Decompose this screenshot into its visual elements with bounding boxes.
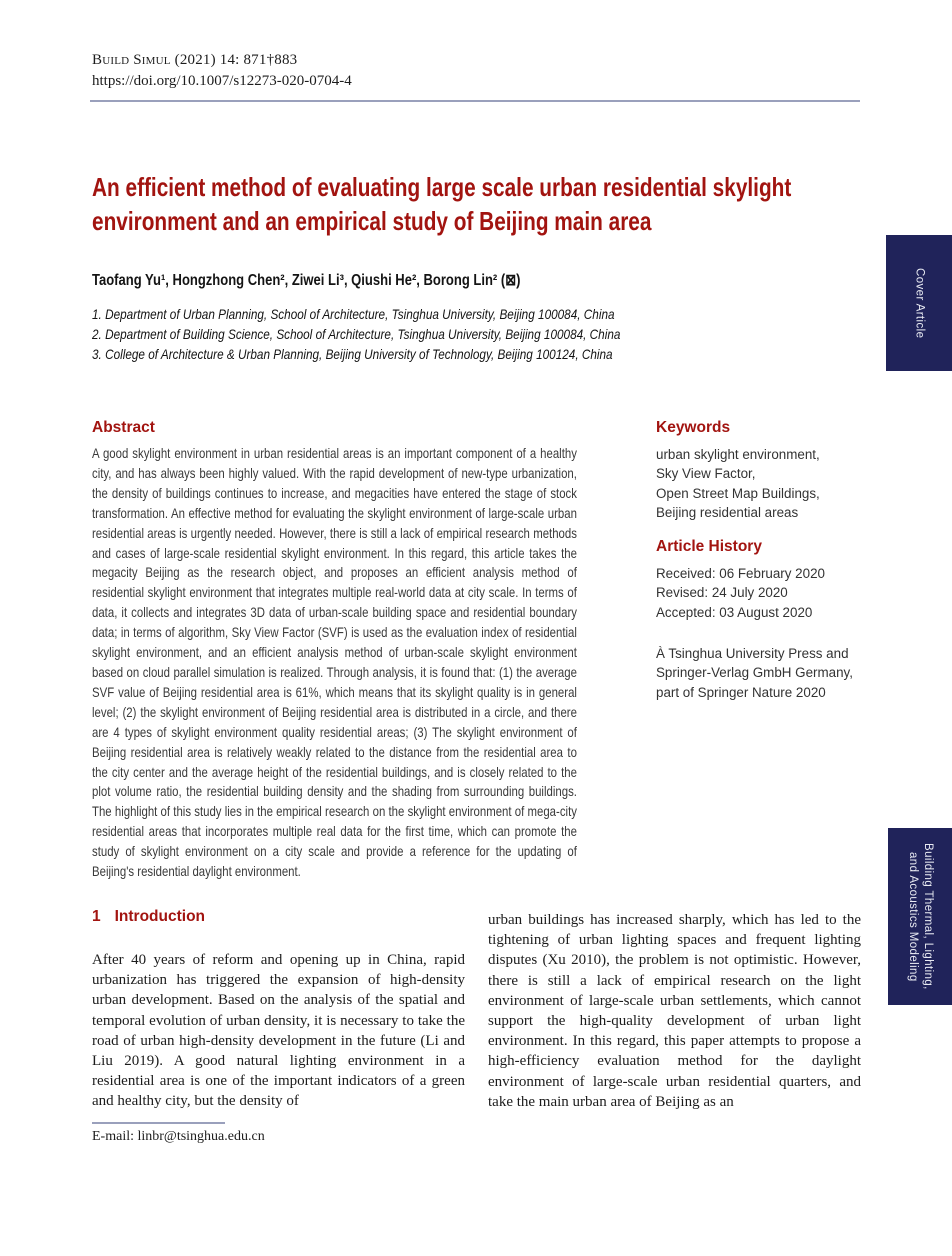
copyright-line-1: À Tsinghua University Press and [656,646,849,662]
abstract-text: A good skylight environment in urban residential areas is an important component of a healthy city, and has always been highly valued. With the rapid development of new-type urbanization, the density of buildings continues to increase, and megacities have entered the stage of stock transformation. An effective method for evaluating the skylight environment of large-scale urban residential areas is urgently needed. However, there is still a lack of empirical research methods and cases of large-scale residential skylight environment. In this regard, this article takes the megacity Beijing as the research object, and proposes an efficient analysis method of residential skylight environment that integrates multiple real-world data at city scale. In terms of data, it collects and integrates 3D data of urban-scale building space and residential boundary data; in terms of algorithm, Sky View Factor (SVF) is used as the evaluation index of residential skylight environment, and an efficient analysis method of urban-scale skylight environment based on cloud parallel simulation is realized. Through analysis, it is found that: (1) the average SVF value of Beijing residential area is 61%, which means that its skylight quality is in general level; (2) the skylight environment of Beijing residential area is distributed in a circle, and there are 4 types of skylight environment quality residential areas; (3) The skylight environment of Beijing residential area is relatively weakly related to the distance from the residential area to the city center and the average height of the residential buildings, and is closely related to the plot volume ratio, the residential building density and the shading from surrounding buildings. The highlight of this study lies in the empirical research on the skylight environment of mega-city residential areas that incorporates multiple real data for the first time, which can promote the study of skylight environment on a city scale and provide a reference for the updating of Beijing's residential daylight environment. [92,446,577,880]
cover-article-tab [886,235,952,371]
journal-citation: Build Simul (2021) 14: 871†883 [92,52,298,68]
section-heading-introduction [92,908,205,926]
topic-tab-label-line-2: and Acoustics Modeling [907,851,919,982]
keyword-item: Open Street Map Buildings, [656,485,820,501]
topic-tab-label-line-1: Building Thermal, Lighting, [922,843,934,990]
intro-column-left: After 40 years of reform and opening up in China, rapid urbanization has triggered the expansion of high-density urban development. Based on the analysis of the spatial and temporal evolution of urban density, it is necessary to take the road of urban high-density development in the future (Li and Liu 2019). A good natural lighting environment in a residential area is one of the important indicators of a green and healthy city, but the density of [92,952,465,1110]
corresponding-email[interactable]: E-mail: linbr@tsinghua.edu.cn [92,1129,265,1144]
article-title-line-2: environment and an empirical study of Beijing main area [92,206,652,236]
keyword-item: Beijing residential areas [656,504,799,520]
copyright-notice [656,644,868,702]
section-title: Introduction [114,908,206,925]
affiliation-2: 2. Department of Building Science, School of Architecture, Tsinghua University, Beijing 100084, China [92,326,621,342]
article-info-panel [656,419,868,702]
keyword-item: Sky View Factor, [656,466,756,482]
cover-article-tab-label: Cover Article [913,267,926,339]
copyright-line-2: Springer-Verlag GmbH Germany, [656,665,853,681]
keywords-heading: Keywords [656,419,731,436]
article-history [656,538,868,622]
history-received: Received: 06 February 2020 [656,566,825,582]
keyword-item: urban skylight environment, [656,447,820,462]
doi-link[interactable]: https://doi.org/10.1007/s12273-020-0704-4 [92,73,352,89]
affiliations [92,304,620,364]
footnote-divider [92,1122,225,1124]
section-number: 1 [92,908,101,925]
article-title-line-1: An efficient method of evaluating large scale urban residential skylight [92,172,792,202]
abstract-heading: Abstract [92,419,155,436]
header-divider [90,100,860,102]
history-accepted: Accepted: 03 August 2020 [656,604,813,620]
affiliation-3: 3. College of Architecture & Urban Planning, Beijing University of Technology, Beijing 100124, China [92,346,613,362]
article-history-heading: Article History [656,538,762,556]
history-revised: Revised: 24 July 2020 [656,585,788,601]
topic-category-tab [888,828,952,1005]
author-byline: Taofang Yu¹, Hongzhong Chen², Ziwei Li³, Qiushi He², Borong Lin² (⊠) [92,272,521,289]
intro-column-right: urban buildings has increased sharply, which has led to the tightening of urban lighting spaces and frequent lighting disputes (Xu 2010), the problem is not optimistic. However, there is still a lack of empirical research on the light environment of large-scale urban settlements, which cannot support the high-quality development of urban light environment. In this regard, this paper attempts to propose a high-efficiency evaluation method for the daylight environment of large-scale urban residential quarters, and take the main urban area of Beijing as an [488,912,861,1110]
article-title [92,170,791,238]
copyright-line-3: part of Springer Nature 2020 [656,684,826,700]
affiliation-1: 1. Department of Urban Planning, School of Architecture, Tsinghua University, Beijing 100084, China [92,306,615,322]
